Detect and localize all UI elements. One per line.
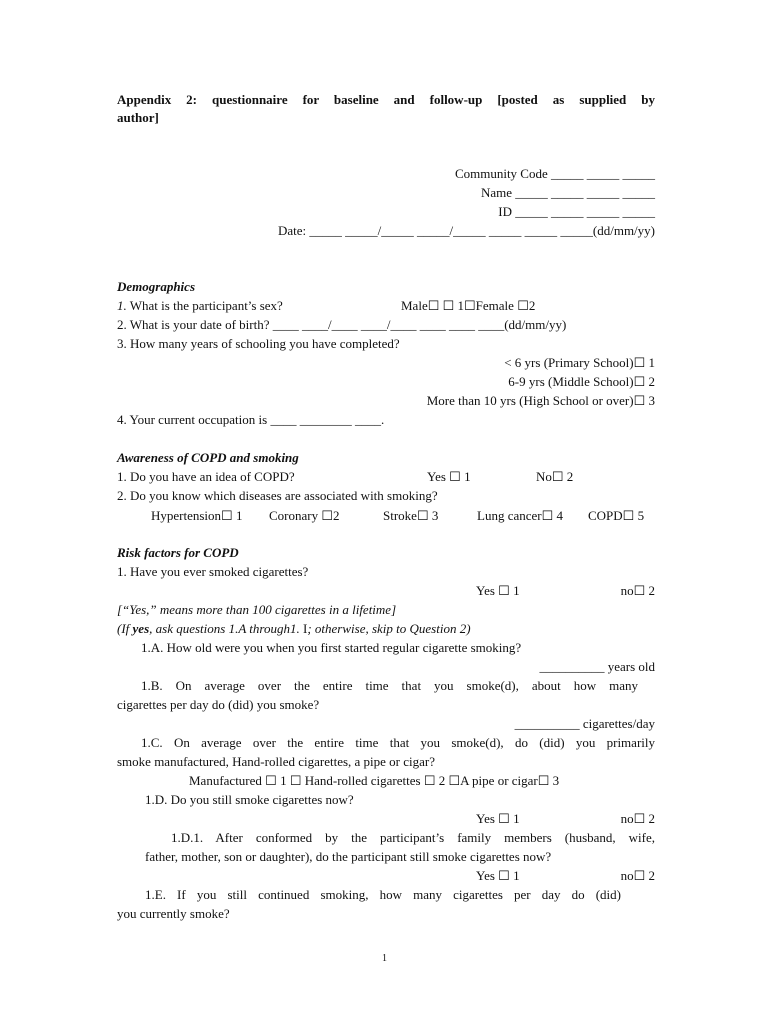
schooling-option-2: 6-9 yrs (Middle School)☐ 2 xyxy=(508,374,655,389)
risk-qC-line-2: smoke manufactured, Hand-rolled cigarettes, a pipe or cigar? xyxy=(117,754,435,769)
page-number: 1 xyxy=(382,953,387,964)
awareness-q1-no: No☐ 2 xyxy=(536,469,574,484)
id-field: ID _____ _____ _____ _____ xyxy=(498,204,655,219)
title-line-2: author] xyxy=(117,110,159,125)
community-code-field: Community Code _____ _____ _____ xyxy=(454,166,655,181)
risk-note-1: [“Yes,” means more than 100 cigarettes in a lifetime] xyxy=(117,602,397,617)
risk-qD1-line-2: father, mother, son or daughter), do the participant still smoke cigarettes now? xyxy=(145,849,552,864)
date-field: Date: _____ _____/_____ _____/_____ _____ _____ _____(dd/mm/yy) xyxy=(278,223,655,238)
awareness-q1-yes: Yes ☐ 1 xyxy=(427,469,471,484)
risk-qD: 1.D. Do you still smoke cigarettes now? xyxy=(145,792,354,807)
risk-q1: 1. Have you ever smoked cigarettes? xyxy=(117,564,309,579)
note2-letter: I xyxy=(302,621,308,636)
option-lung-cancer: Lung cancer☐ 4 xyxy=(477,508,564,523)
risk-qD-no: no☐ 2 xyxy=(620,811,655,826)
risk-qD-yes: Yes ☐ 1 xyxy=(476,811,520,826)
risk-qA-answer: __________ years old xyxy=(539,659,655,674)
schooling-option-1: < 6 yrs (Primary School)☐ 1 xyxy=(504,355,655,370)
risk-note-2 xyxy=(117,621,471,637)
name-field: Name _____ _____ _____ _____ xyxy=(480,185,655,200)
option-copd: COPD☐ 5 xyxy=(588,508,645,523)
option-stroke: Stroke☐ 3 xyxy=(383,508,439,523)
risk-qD1-line-1: 1.D.1. After conformed by the participant’s family members (husband, wife, xyxy=(171,830,655,845)
demographics-q2: 2. What is your date of birth? ____ ____/____ ____/____ ____ ____ ____(dd/mm/yy) xyxy=(117,317,567,332)
note2-bold: yes xyxy=(132,621,150,636)
risk-q1-yes: Yes ☐ 1 xyxy=(476,583,520,598)
risk-qD1-yes: Yes ☐ 1 xyxy=(476,868,520,883)
risk-qC-options: Manufactured ☐ 1 ☐ Hand-rolled cigarettes ☐ 2 ☐A pipe or cigar☐ 3 xyxy=(189,773,560,788)
note2-post: ; otherwise, skip to Question 2) xyxy=(307,621,471,636)
risk-qD1-no: no☐ 2 xyxy=(620,868,655,883)
option-coronary: Coronary ☐2 xyxy=(269,508,340,523)
demographics-q3: 3. How many years of schooling you have completed? xyxy=(117,336,400,351)
q1-text: What is the participant’s sex? xyxy=(126,298,283,313)
risk-qB-line-2: cigarettes per day do (did) you smoke? xyxy=(117,697,320,712)
risk-qE-line-2: you currently smoke? xyxy=(117,906,230,921)
awareness-q2: 2. Do you know which diseases are associated with smoking? xyxy=(117,488,438,503)
option-hypertension: Hypertension☐ 1 xyxy=(151,508,243,523)
note2-mid: , ask questions 1.A through1. xyxy=(149,621,303,636)
risk-qB-line-1: 1.B. On average over the entire time that you smoke(d), about how many xyxy=(141,678,638,693)
risk-qC-line-1: 1.C. On average over the entire time that you smoke(d), do (did) you primarily xyxy=(141,735,655,750)
demographics-q4: 4. Your current occupation is ____ ________ ____. xyxy=(117,412,385,427)
note2-pre: (If xyxy=(117,621,133,636)
demographics-q1 xyxy=(117,298,283,314)
awareness-heading: Awareness of COPD and smoking xyxy=(117,450,299,465)
title-line-1: Appendix 2: questionnaire for baseline and follow-up [posted as supplied by xyxy=(117,92,655,107)
risk-qA: 1.A. How old were you when you first started regular cigarette smoking? xyxy=(141,640,522,655)
risk-qE-line-1: 1.E. If you still continued smoking, how many cigarettes per day do (did) xyxy=(145,887,621,902)
q1-number: 1. xyxy=(117,298,127,313)
sex-options: Male☐ ☐ 1☐Female ☐2 xyxy=(401,298,536,313)
risk-qB-answer: __________ cigarettes/day xyxy=(514,716,655,731)
risk-heading: Risk factors for COPD xyxy=(117,545,239,560)
schooling-option-3: More than 10 yrs (High School or over)☐ 3 xyxy=(426,393,655,408)
awareness-q1: 1. Do you have an idea of COPD? xyxy=(117,469,295,484)
risk-q1-no: no☐ 2 xyxy=(620,583,655,598)
demographics-heading: Demographics xyxy=(117,279,195,294)
